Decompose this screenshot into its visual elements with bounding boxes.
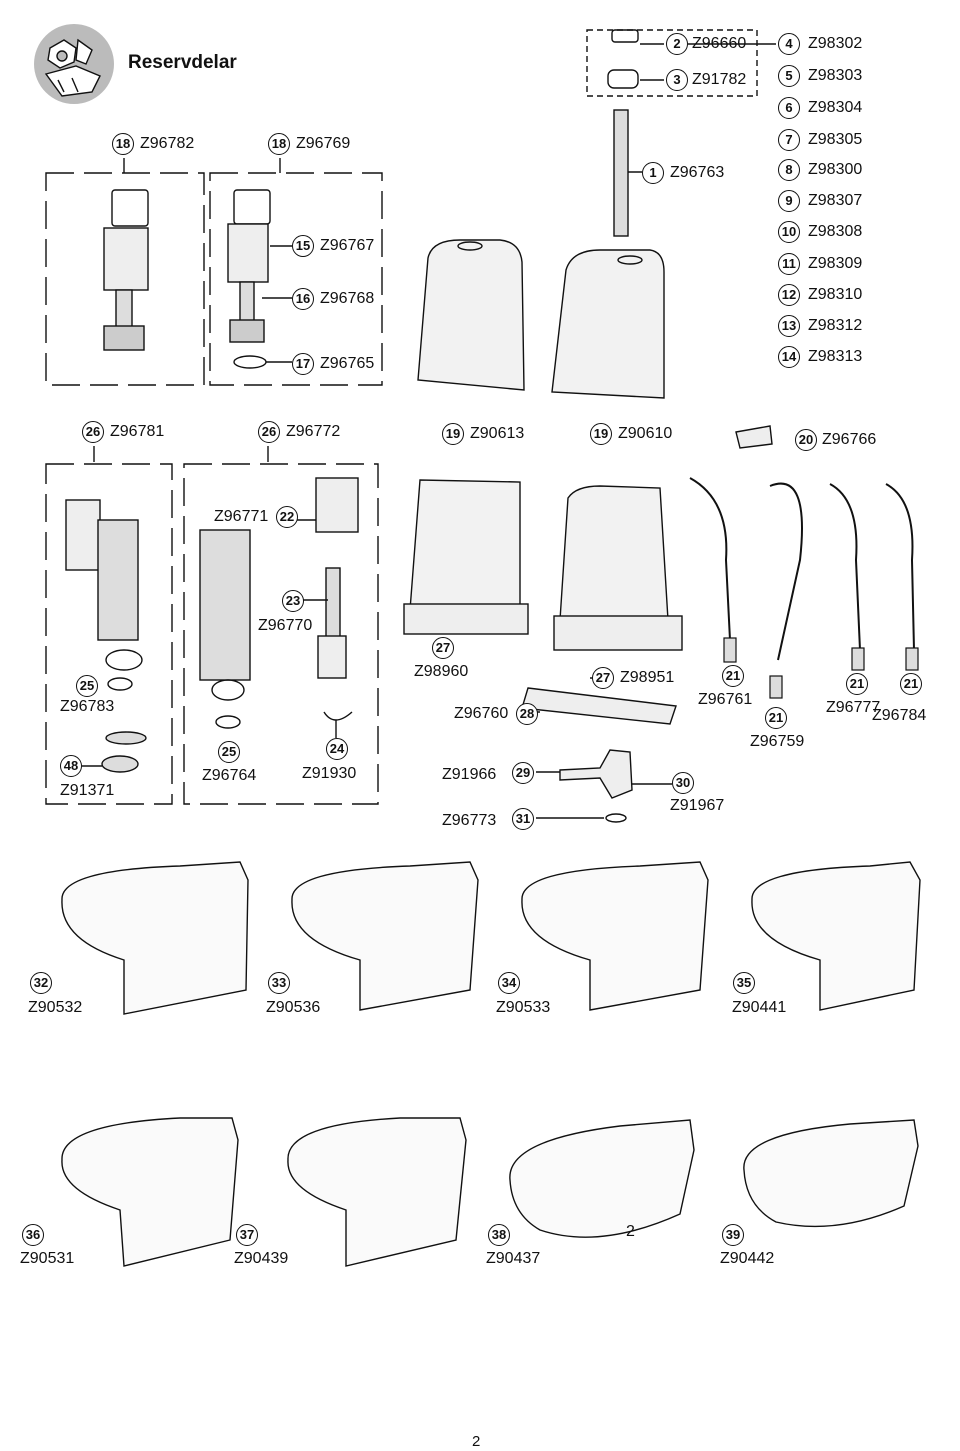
part-code: Z96763 [670,164,725,181]
cistern-cover-drawing-1 [418,240,524,390]
spare-parts-logo-icon [34,24,114,104]
part-number: 24 [326,738,348,760]
inner-tank-drawing-1 [404,480,528,634]
part-code: Z96769 [296,135,351,152]
part-number: 7 [778,129,800,151]
part-code: Z91782 [692,71,747,88]
hose-drawings [690,478,918,698]
part-code: Z98305 [808,131,863,148]
part-code: Z90613 [470,425,525,442]
part-code: Z98960 [414,663,469,680]
part-number: 27 [592,667,614,689]
part-number: 39 [722,1224,744,1246]
part-number: 6 [778,97,800,119]
part-number: 10 [778,221,800,243]
part-number: 15 [292,235,314,257]
part-number: 38 [488,1224,510,1246]
part-number: 48 [60,755,82,777]
part-number: 26 [258,421,280,443]
part-number: 21 [900,673,922,695]
part-code: Z98303 [808,67,863,84]
gasket-drawing [522,688,676,724]
part-code: Z96781 [110,423,165,440]
part-number: 19 [442,423,464,445]
part-code: Z96773 [442,812,497,829]
part-code: Z98309 [808,255,863,272]
part-code: Z90533 [496,999,551,1016]
part-code: Z96759 [750,733,805,750]
part-code: Z90531 [20,1250,75,1267]
part-code: Z90439 [234,1250,289,1267]
part-number: 37 [236,1224,258,1246]
part-number: 26 [82,421,104,443]
part-code: Z96770 [258,617,313,634]
float-drawing [316,478,358,532]
part-number: 1 [642,162,664,184]
part-number: 33 [268,972,290,994]
part-number: 11 [778,253,800,275]
part-number: 12 [778,284,800,306]
part-code: Z96764 [202,767,257,784]
part-number: 9 [778,190,800,212]
part-code: Z98951 [620,669,675,686]
part-number: 4 [778,33,800,55]
part-number: 18 [112,133,134,155]
part-code: Z96767 [320,237,375,254]
part-code: Z91967 [670,797,725,814]
page-title: Reservdelar [128,52,237,73]
part-code: Z90536 [266,999,321,1016]
part-number: 20 [795,429,817,451]
part-number: 36 [22,1224,44,1246]
part-number: 22 [276,506,298,528]
part-code: Z96768 [320,290,375,307]
part-code: Z98308 [808,223,863,240]
part-code: Z90610 [618,425,673,442]
part-code: Z96761 [698,691,753,708]
part-code: Z96782 [140,135,195,152]
part-code: Z90437 [486,1250,541,1267]
part-number: 3 [666,69,688,91]
part-number: 8 [778,159,800,181]
part-number: 17 [292,353,314,375]
part-code: Z96766 [822,431,877,448]
flush-valve-drawing-2 [200,530,250,728]
part-code: Z91966 [442,766,497,783]
toilet-bowl-drawings [62,862,920,1266]
page-number: 2 [472,1433,481,1450]
hose-coupling-drawing [736,426,772,448]
part-number: 35 [733,972,755,994]
part-code: Z90441 [732,999,787,1016]
part-number: 19 [590,423,612,445]
flush-valve-drawing-1 [66,500,142,690]
part-code: Z96784 [872,707,927,724]
part-number: 29 [512,762,534,784]
part-number: 16 [292,288,314,310]
inner-tank-drawing-2 [554,486,682,650]
part-code: Z90532 [28,999,83,1016]
part-code: Z96772 [286,423,341,440]
part-number: 30 [672,772,694,794]
part-code: Z96771 [214,508,269,525]
part-number: 31 [512,808,534,830]
part-number: 25 [76,675,98,697]
part-number: 27 [432,637,454,659]
part-code: Z90442 [720,1250,775,1267]
part-code: Z91930 [302,765,357,782]
part-number: 25 [218,741,240,763]
part-number: 5 [778,65,800,87]
part-code: Z96783 [60,698,115,715]
part-code: Z96760 [454,705,509,722]
part-code: Z96660 [692,35,747,52]
stray-mark: 2 [626,1223,635,1240]
part-number: 32 [30,972,52,994]
part-code: Z98300 [808,161,863,178]
part-number: 21 [722,665,744,687]
overflow-tube-drawing [608,30,638,236]
part-number: 21 [846,673,868,695]
cistern-cover-drawing-2 [552,250,664,398]
part-number: 28 [516,703,538,725]
part-code: Z98312 [808,317,863,334]
part-number: 18 [268,133,290,155]
fill-valve-drawing-1 [104,190,148,350]
part-code: Z98313 [808,348,863,365]
part-code: Z96765 [320,355,375,372]
part-number: 14 [778,346,800,368]
part-number: 13 [778,315,800,337]
part-code: Z98307 [808,192,863,209]
part-code: Z91371 [60,782,115,799]
fill-valve-drawing-2 [228,190,270,368]
part-number: 21 [765,707,787,729]
part-number: 23 [282,590,304,612]
part-code: Z98304 [808,99,863,116]
part-code: Z96777 [826,699,881,716]
bracket-drawing [560,750,632,798]
part-number: 2 [666,33,688,55]
part-number: 34 [498,972,520,994]
part-code: Z98302 [808,35,863,52]
part-code: Z98310 [808,286,863,303]
